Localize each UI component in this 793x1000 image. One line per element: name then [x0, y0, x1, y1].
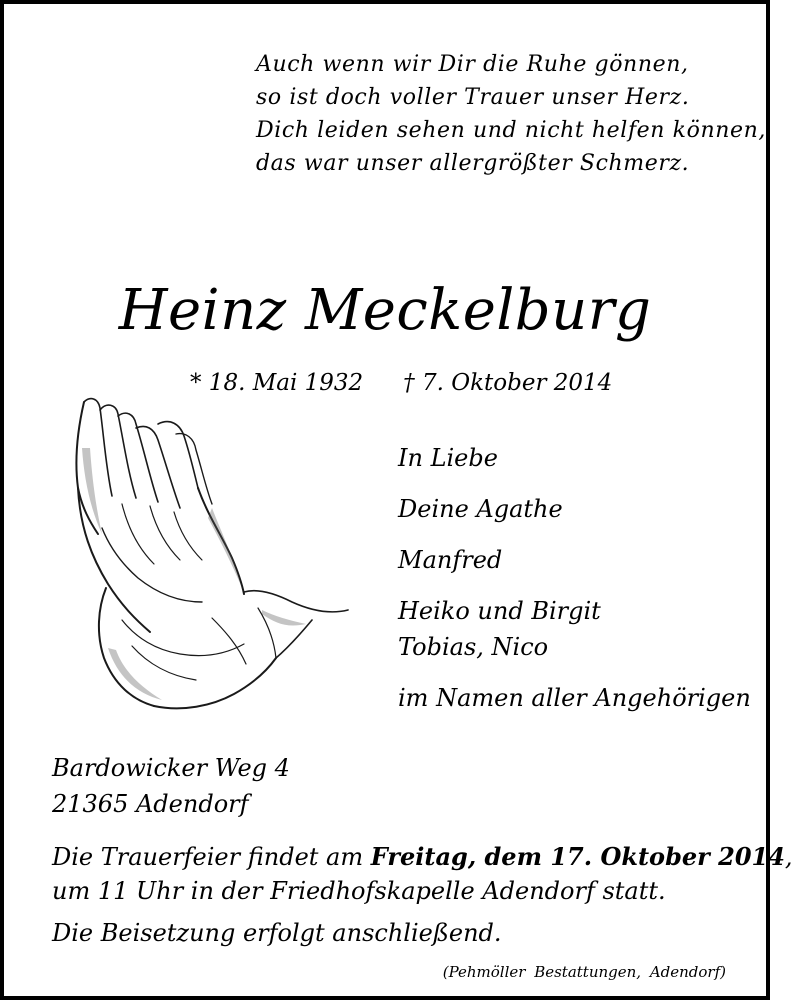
death-date: † 7. Oktober 2014 — [403, 370, 613, 396]
service-line-2: um 11 Uhr in der Friedhofskapelle Adendorf statt. — [52, 877, 666, 905]
praying-hands-icon — [62, 388, 352, 718]
address-city: 21365 Adendorf — [52, 790, 249, 818]
mourner-name: Manfred — [398, 546, 503, 574]
service-date: Freitag, dem 17. Oktober 2014 — [370, 842, 785, 871]
memorial-poem — [256, 48, 766, 180]
address-street: Bardowicker Weg 4 — [52, 754, 290, 782]
mourner-name: Heiko und Birgit — [398, 597, 601, 625]
service-line-1 — [52, 840, 793, 874]
mourners-intro: In Liebe — [398, 444, 498, 472]
mourner-name: Deine Agathe — [398, 495, 563, 523]
undertaker-credit: (Pehmöller Bestattungen, Adendorf) — [442, 963, 726, 981]
family-address — [52, 750, 290, 822]
poem-line: Dich leiden sehen und nicht helfen können, — [256, 118, 766, 143]
funeral-service-info — [52, 840, 793, 908]
service-punct: , — [784, 843, 793, 871]
mourners-closing: im Namen aller Angehörigen — [398, 684, 751, 712]
mourner-name: Tobias, Nico — [398, 633, 549, 661]
burial-info: Die Beisetzung erfolgt anschließend. — [52, 919, 502, 947]
deceased-name: Heinz Meckelburg — [118, 278, 652, 343]
poem-line: das war unser allergrößter Schmerz. — [256, 151, 690, 176]
mourners-list — [398, 440, 751, 716]
service-text: Die Trauerfeier findet am — [52, 843, 371, 871]
birth-date: * 18. Mai 1932 — [190, 370, 364, 396]
poem-line: so ist doch voller Trauer unser Herz. — [256, 85, 690, 110]
poem-line: Auch wenn wir Dir die Ruhe gönnen, — [256, 52, 689, 77]
